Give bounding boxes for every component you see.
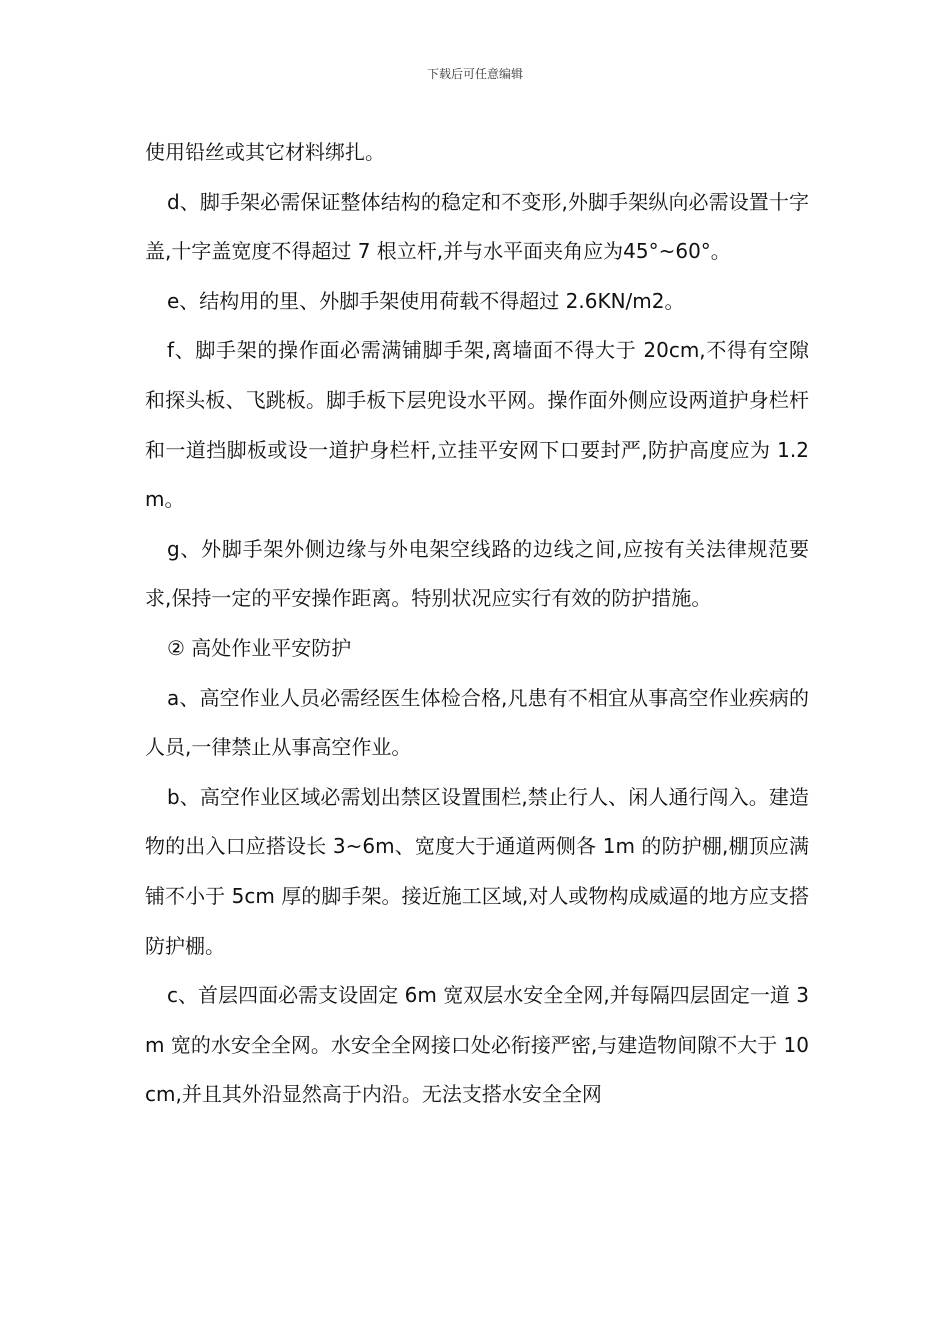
paragraph-b: b、高空作业区域必需划出禁区设置围栏,禁止行人、闲人通行闯入。建造物的出入口应搭设长 3~6m、宽度大于通道两侧各 1m 的防护棚,棚顶应满铺不小于 5cm 厚的脚手架。接近施工区域,对人或物构成威逼的地方应支搭防护棚。 <box>145 784 809 958</box>
paragraph-c: c、首层四面必需支设固定 6m 宽双层水安全全网,并每隔四层固定一道 3m 宽的水安全全网。水安全全网接口处必衔接严密,与建造物间隙不大于 10cm,并且其外沿显然高于内沿。无法支搭水安全全网 <box>145 983 810 1107</box>
section-heading: ② 高处作业平安防护 <box>167 635 352 660</box>
paragraph-d: d、脚手架必需保证整体结构的稳定和不变形,外脚手架纵向必需设置十字盖,十字盖宽度不得超过 7 根立杆,并与水平面夹角应为45°~60°。 <box>145 189 809 264</box>
paragraph-e: e、结构用的里、外脚手架使用荷载不得超过 2.6KN/m2。 <box>167 288 685 313</box>
paragraph-a: a、高空作业人员必需经医生体检合格,凡患有不相宜从事高空作业疾病的人员,一律禁止从事高空作业。 <box>145 685 809 760</box>
page-header: 下载后可任意编辑 <box>426 67 523 81</box>
document-body <box>145 128 809 1120</box>
paragraph-f: f、脚手架的操作面必需满铺脚手架,离墙面不得大于 20cm,不得有空隙和探头板、飞跳板。脚手板下层兜设水平网。操作面外侧应设两道护身栏杆和一道挡脚板或设一道护身栏杆,立挂平安网下口要封严,防护高度应为 1.2m。 <box>145 338 809 512</box>
paragraph-g: g、外脚手架外侧边缘与外电架空线路的边线之间,应按有关法律规范要求,保持一定的平安操作距离。特别状况应实行有效的防护措施。 <box>145 536 809 611</box>
paragraph-0: 使用铅丝或其它材料绑扎。 <box>145 140 385 164</box>
